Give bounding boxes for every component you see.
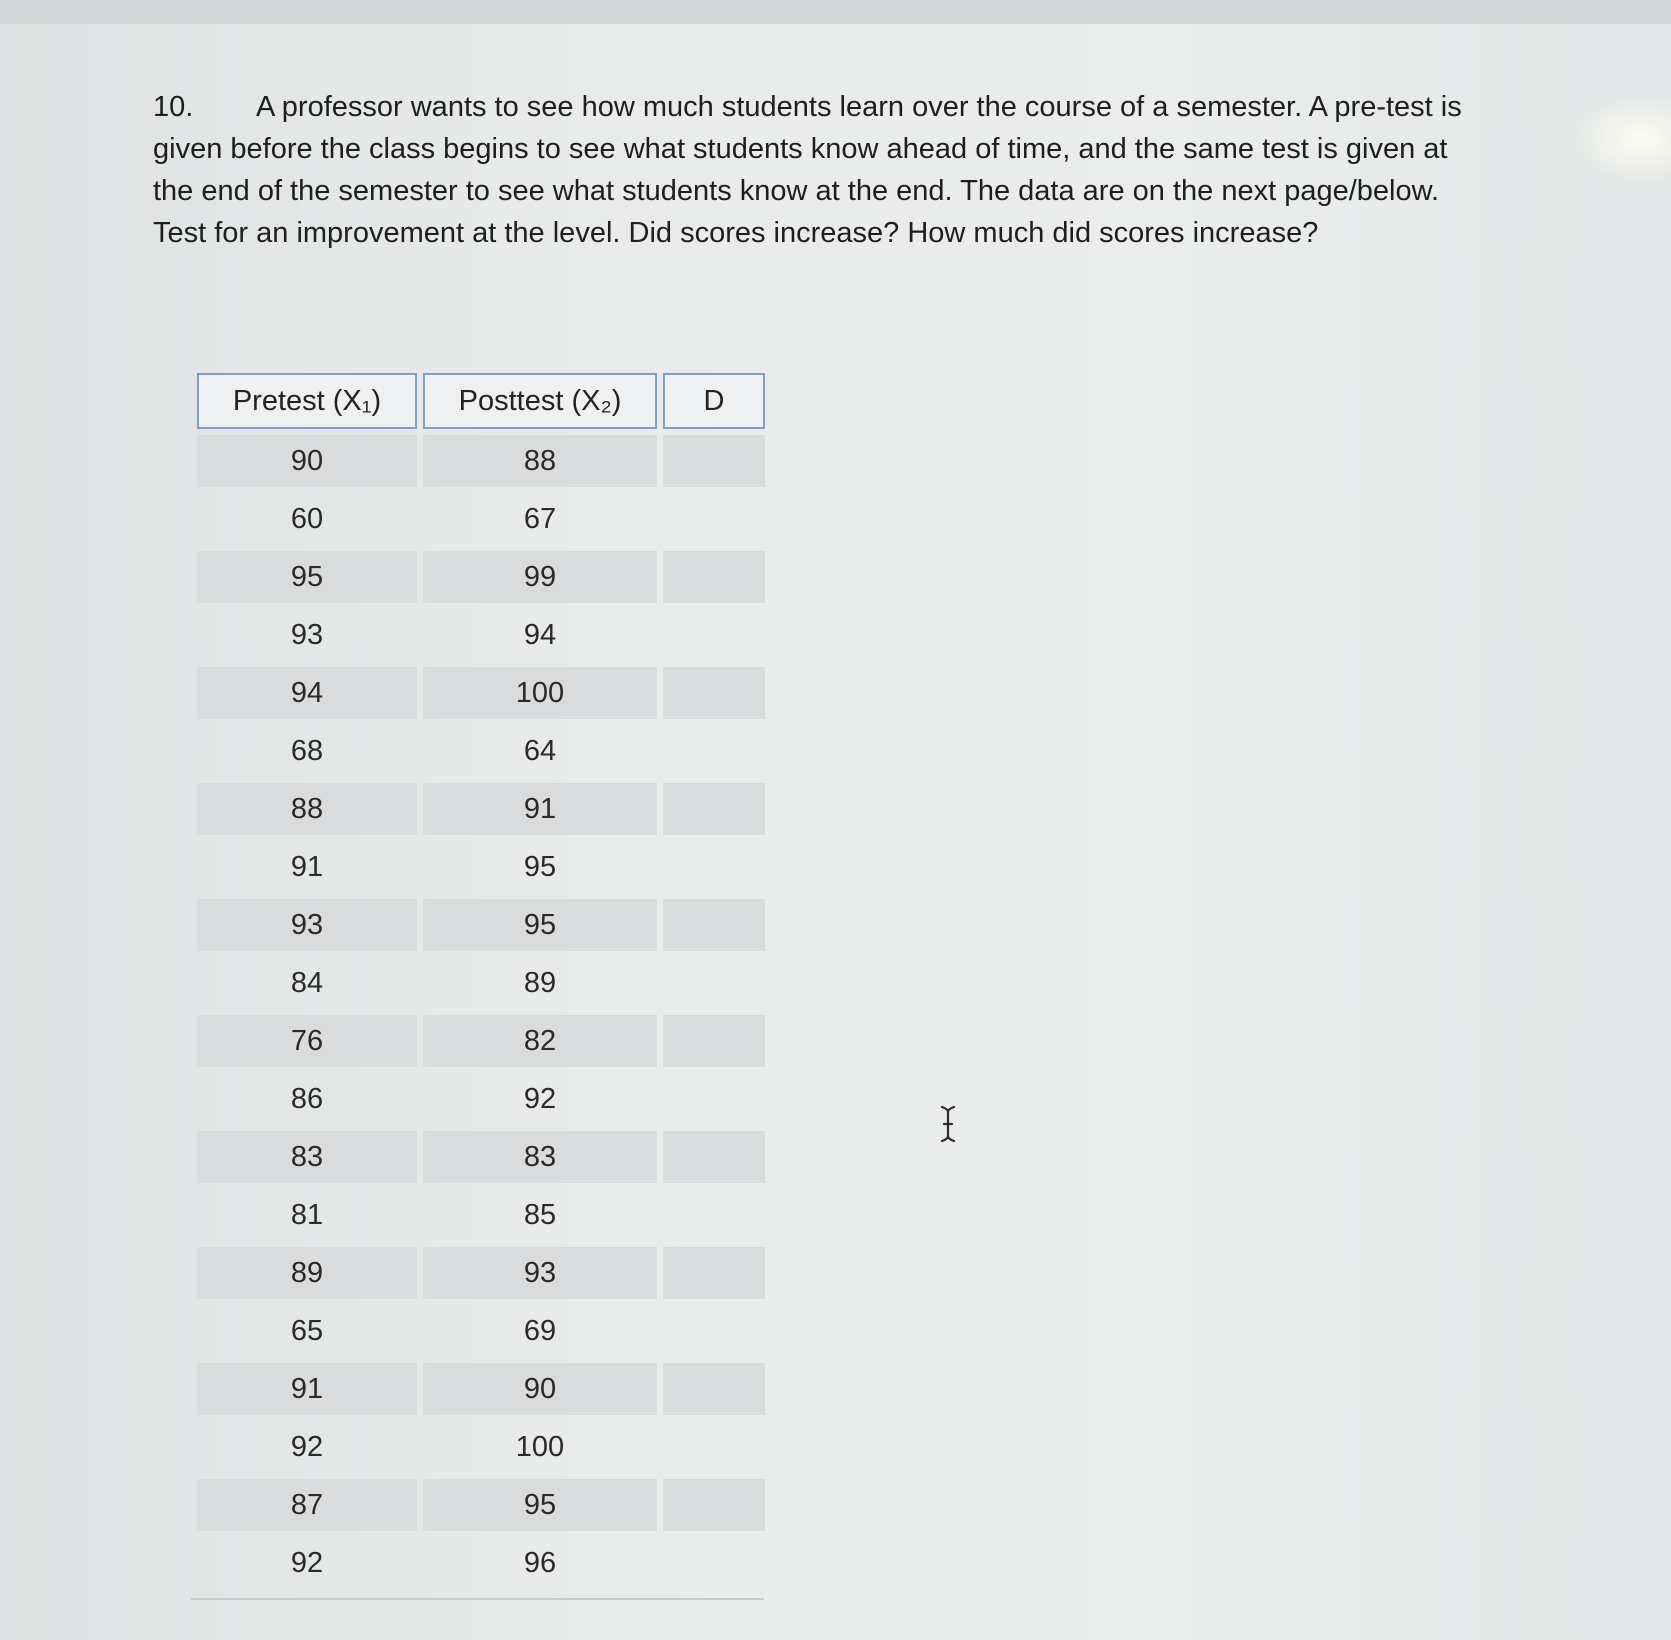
cell-posttest: 92 (523, 1082, 557, 1115)
cell-posttest: 67 (523, 502, 557, 535)
cell-posttest: 89 (523, 966, 557, 999)
table-body (197, 435, 765, 1589)
top-strip (0, 0, 1671, 24)
cell-difference (663, 1015, 765, 1067)
cell-posttest: 100 (515, 1430, 565, 1463)
table-row (197, 1131, 765, 1183)
cell-difference (663, 667, 765, 719)
table-row (197, 899, 765, 951)
header-pretest: Pretest (X₁) (197, 373, 417, 429)
question (153, 86, 1473, 254)
cell-posttest: 94 (523, 618, 557, 651)
cell-pretest: 76 (197, 1015, 417, 1067)
cell-pretest: 87 (197, 1479, 417, 1531)
cell-pretest: 89 (197, 1247, 417, 1299)
cell-pretest: 65 (290, 1314, 324, 1347)
cell-posttest: 83 (423, 1131, 657, 1183)
table-header-row (197, 373, 765, 429)
table-row (197, 841, 765, 893)
cell-difference (663, 609, 765, 661)
question-number: 10. (153, 91, 194, 123)
screen-glare (1571, 94, 1671, 184)
cell-difference (663, 1305, 765, 1357)
table-row (197, 1015, 765, 1067)
cell-posttest: 85 (523, 1198, 557, 1231)
cell-difference (663, 551, 765, 603)
cell-pretest: 90 (197, 435, 417, 487)
question-text: A professor wants to see how much students learn over the course of a semester. A pre-test is given before the class begins to see what students know ahead of time, and the same test is given at the end of the semester to see what students know at the end. The data are on the next page/below. Test for an improvement at the level. Did scores increase? How much did scores increase? (153, 91, 1462, 249)
cell-pretest: 68 (290, 734, 324, 767)
table-row (197, 551, 765, 603)
table-row (197, 493, 765, 545)
table-row (197, 667, 765, 719)
cell-posttest: 82 (423, 1015, 657, 1067)
table-bottom-rule (191, 1598, 764, 1600)
header-difference: D (663, 373, 765, 429)
table-row (197, 1421, 765, 1473)
cell-posttest: 93 (423, 1247, 657, 1299)
cell-difference (663, 1247, 765, 1299)
scores-table (191, 367, 771, 1595)
table-row (197, 435, 765, 487)
cell-posttest: 69 (523, 1314, 557, 1347)
cell-pretest: 83 (197, 1131, 417, 1183)
table-row (197, 1073, 765, 1125)
cell-pretest: 81 (290, 1198, 324, 1231)
cell-difference (663, 783, 765, 835)
cell-posttest: 95 (423, 899, 657, 951)
table-row (197, 783, 765, 835)
cell-pretest: 92 (290, 1430, 324, 1463)
cell-pretest: 88 (197, 783, 417, 835)
cell-pretest: 93 (197, 899, 417, 951)
cell-pretest: 86 (290, 1082, 324, 1115)
cell-pretest: 91 (290, 850, 324, 883)
cell-difference (663, 725, 765, 777)
cell-difference (663, 957, 765, 1009)
cell-difference (663, 493, 765, 545)
cell-posttest: 95 (423, 1479, 657, 1531)
cell-pretest: 91 (197, 1363, 417, 1415)
table-row (197, 1247, 765, 1299)
cell-difference (663, 1537, 765, 1589)
table-row (197, 1305, 765, 1357)
cell-difference (663, 899, 765, 951)
text-cursor-icon (938, 1104, 958, 1144)
cell-pretest: 60 (290, 502, 324, 535)
table-row (197, 725, 765, 777)
table-row (197, 1363, 765, 1415)
cell-difference (663, 1479, 765, 1531)
header-posttest: Posttest (X₂) (423, 373, 657, 429)
cell-pretest: 94 (197, 667, 417, 719)
cell-difference (663, 1189, 765, 1241)
cell-posttest: 90 (423, 1363, 657, 1415)
cell-posttest: 91 (423, 783, 657, 835)
cell-posttest: 95 (523, 850, 557, 883)
cell-posttest: 100 (423, 667, 657, 719)
cell-pretest: 92 (290, 1546, 324, 1579)
table-row (197, 1537, 765, 1589)
cell-difference (663, 1131, 765, 1183)
cell-posttest: 64 (523, 734, 557, 767)
cell-difference (663, 841, 765, 893)
table-row (197, 609, 765, 661)
cell-difference (663, 435, 765, 487)
table-row (197, 1479, 765, 1531)
table-row (197, 1189, 765, 1241)
cell-pretest: 95 (197, 551, 417, 603)
cell-pretest: 84 (290, 966, 324, 999)
cell-pretest: 93 (290, 618, 324, 651)
cell-posttest: 88 (423, 435, 657, 487)
cell-difference (663, 1421, 765, 1473)
table-row (197, 957, 765, 1009)
cell-difference (663, 1073, 765, 1125)
cell-posttest: 96 (523, 1546, 557, 1579)
cell-posttest: 99 (423, 551, 657, 603)
cell-difference (663, 1363, 765, 1415)
